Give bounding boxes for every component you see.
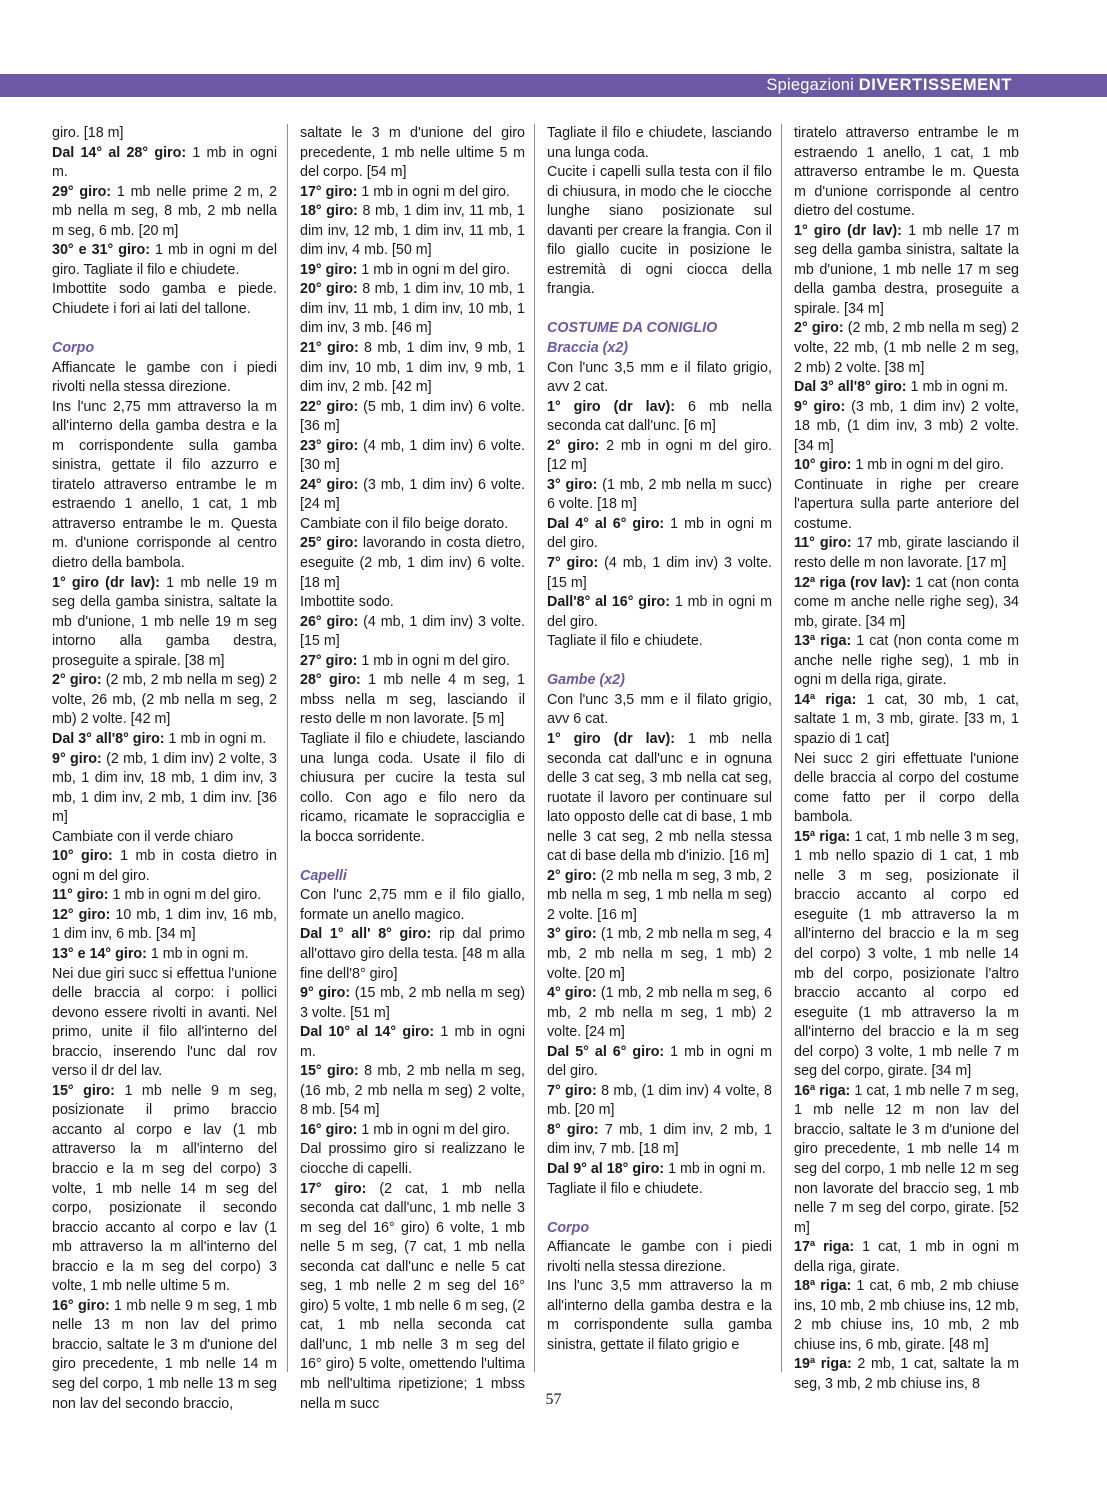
round-label: 10° giro:: [52, 848, 113, 865]
instruction-text: (2 mb, 2 mb nella m seg) 2 volte, 22 mb, (1 mb nelle 2 m seg, 2 mb) 2 volte. [38 m]: [794, 320, 1020, 376]
column-4: [794, 124, 1019, 1395]
instruction-text: Cucite i capelli sulla testa con il filo di chiusura, in modo che le ciocche lunghe siano posizionate sul davanti per creare la frangia. Con il filo giallo cucite in posizione le estremità di ogni ciocca della frangia.: [547, 164, 772, 298]
instruction-text: Tagliate il filo e chiudete, lasciando una lunga coda. Usate il filo di chiusura per cucire la testa sul collo. Con ago e filo nero da ricamo, ricamate le sopracciglia e la bocca sorridente.: [300, 730, 525, 845]
instruction-text: 1 mb in ogni m del giro.: [357, 261, 510, 278]
instruction-text: (3 mb, 1 dim inv) 2 volte, 18 mb, (1 dim inv, 3 mb) 2 volte. [34 m]: [794, 398, 1020, 454]
round-label: 22° giro:: [300, 398, 359, 415]
instruction-text: 1 mb in ogni m del giro.: [547, 1043, 772, 1080]
round-label: 16ª riga:: [794, 1082, 851, 1099]
instruction-paragraph: [794, 1355, 1019, 1394]
round-label: 10° giro:: [794, 457, 852, 474]
instruction-paragraph: [52, 1082, 277, 1297]
instruction-paragraph: [794, 319, 1019, 378]
round-label: 2° giro:: [547, 437, 600, 454]
instruction-paragraph: [547, 925, 772, 984]
instruction-text: 1 mb in ogni m.: [164, 730, 267, 747]
instruction-paragraph: [52, 965, 277, 1082]
instruction-text: 1 mb in ogni m del giro.: [357, 183, 510, 200]
instruction-text: (4 mb, 1 dim inv) 3 volte. [15 m]: [300, 613, 525, 650]
instruction-text: 1 mb nelle prime 2 m, 2 mb nella m seg, 8 mb, 2 mb nella m seg, 6 mb. [20 m]: [52, 183, 277, 239]
round-label: 1° giro (dr lav):: [547, 398, 676, 415]
round-label: Dal 3° all'8° giro:: [794, 379, 907, 396]
instruction-paragraph: [300, 515, 525, 535]
round-label: 17ª riga:: [794, 1239, 855, 1256]
instruction-paragraph: [300, 886, 525, 925]
instruction-text: (4 mb, 1 dim inv) 6 volte. [30 m]: [300, 437, 525, 474]
instruction-text: 1 mb nelle 4 m seg, 1 mbss nella m seg, lasciando il resto delle m non lavorate. [5 m]: [300, 672, 525, 728]
round-label: 17° giro:: [300, 183, 358, 200]
instruction-text: 1 mb in ogni m del giro.: [547, 515, 772, 552]
round-label: 18ª riga:: [794, 1278, 852, 1295]
instruction-paragraph: [300, 1180, 525, 1415]
instruction-text: 1 cat, 6 mb, 2 mb chiuse ins, 10 mb, 2 mb chiuse ins, 12 mb, 2 mb chiuse ins, 10 mb, 2 mb chiuse ins, 6 mb, girate. [48 m]: [794, 1278, 1019, 1353]
instruction-text: Affiancate le gambe con i piedi rivolti nella stessa direzione.: [52, 359, 277, 396]
round-label: 27° giro:: [300, 652, 358, 669]
instruction-text: 1 mb in ogni m.: [146, 945, 249, 962]
instruction-text: Con l'unc 3,5 mm e il filato grigio, avv 6 cat.: [547, 691, 772, 728]
round-label: 14ª riga:: [794, 691, 857, 708]
instruction-text: 1 mb in ogni m del giro.: [547, 594, 772, 630]
instruction-text: Tagliate il filo e chiudete, lasciando una lunga coda.: [547, 125, 772, 161]
instruction-paragraph: [52, 730, 277, 750]
instruction-paragraph: [794, 378, 1019, 398]
instruction-text: (2 mb nella m seg, 3 mb, 2 mb nella m seg, 1 mb nella m seg) 2 volte. [16 m]: [547, 867, 772, 923]
column-3: [547, 124, 772, 1355]
instruction-text: (2 mb, 2 mb nella m seg) 2 volte, 26 mb, (2 mb nella m seg, 2 mb) 2 volte. [42 m]: [52, 672, 278, 728]
instruction-paragraph: [794, 828, 1019, 1082]
header-band: [0, 74, 1107, 97]
instruction-text: (5 mb, 1 dim inv) 6 volte. [36 m]: [300, 398, 525, 435]
instruction-paragraph: [52, 906, 277, 945]
instruction-text: saltate le 3 m d'unione del giro precedente, 1 mb nelle ultime 5 m del corpo. [54 m]: [300, 125, 525, 181]
instruction-paragraph: [52, 886, 277, 906]
instruction-paragraph: [52, 750, 277, 828]
instruction-paragraph: [300, 1062, 525, 1121]
round-label: 20° giro:: [300, 281, 358, 298]
instruction-paragraph: [52, 671, 277, 730]
instruction-text: (4 mb, 1 dim inv) 3 volte. [15 m]: [547, 555, 773, 591]
instruction-text: 1 cat, 1 mb in ogni m della riga, girate.: [794, 1239, 1019, 1275]
round-label: Dal 9° al 18° giro:: [547, 1160, 665, 1177]
instruction-text: 1 mb in ogni m del giro.: [108, 887, 262, 904]
instruction-paragraph: [300, 730, 525, 847]
instruction-text: Ins l'unc 3,5 mm attraverso la m all'interno della gamba destra e la m corrispondente sulla gamba sinistra, gettate il filato grigio e: [547, 1278, 772, 1353]
instruction-text: Ins l'unc 2,75 mm attraverso la m all'interno della gamba destra e la m corrispondente sulla gamba sinistra, gettate il filo azzurro e tiratelo attraverso entrambe le m estraendo 1 anello, 1 cat, 1 mb attraverso entrambe le m. Questa m. d'unione corrisponde al centro dietro della bambola.: [52, 398, 277, 572]
instruction-text: 6 mb nella seconda cat dall'unc. [6 m]: [547, 398, 773, 435]
instruction-text: 1 mb nelle 9 m seg, posizionate il primo braccio accanto al corpo e lav (1 mb attraverso la m all'interno del braccio e la m seg del corpo) 3 volte, 1 mb nelle 14 m seg del corpo, posizionate il secondo braccio accanto al corpo e lav (1 mb attraverso la m all'interno del braccio e la m seg del corpo) 3 volte, 1 mb nelle ultime 5 m.: [52, 1082, 277, 1295]
instruction-text: 1 mb in ogni m.: [300, 1024, 525, 1060]
instruction-text: Con l'unc 2,75 mm e il filo giallo, formate un anello magico.: [300, 887, 525, 923]
instruction-paragraph: [794, 574, 1019, 633]
round-label: 2° giro:: [547, 867, 597, 884]
instruction-text: 8 mb, 2 mb nella m seg, (16 mb, 2 mb nella m seg) 2 volte, 8 mb. [54 m]: [300, 1063, 525, 1119]
instruction-paragraph: [547, 632, 772, 652]
section-heading: COSTUME DA CONIGLIO: [547, 320, 718, 337]
instruction-paragraph: [547, 163, 772, 300]
round-label: 29° giro:: [52, 183, 112, 200]
instruction-text: Con l'unc 3,5 mm e il filato grigio, avv 2 cat.: [547, 359, 772, 396]
instruction-paragraph: [547, 593, 772, 632]
round-label: 15° giro:: [300, 1063, 359, 1080]
round-label: 7° giro:: [547, 555, 599, 572]
instruction-text: Cambiate con il filo beige dorato.: [300, 515, 509, 532]
instruction-text: 17 mb, girate lasciando il resto delle m non lavorate. [17 m]: [794, 535, 1019, 572]
instruction-text: Tagliate il filo e chiudete.: [547, 633, 703, 650]
instruction-paragraph: [794, 398, 1019, 457]
instruction-text: 1 cat, 30 mb, 1 cat, saltate 1 m, 3 mb, girate. [33 m, 1 spazio di 1 cat]: [794, 691, 1020, 747]
instruction-paragraph: [300, 437, 525, 476]
page-number: 57: [545, 1391, 562, 1408]
instruction-paragraph: [794, 750, 1019, 828]
instruction-paragraph: [794, 1238, 1019, 1277]
instruction-paragraph: [300, 613, 525, 652]
instruction-paragraph: [794, 1277, 1019, 1355]
instruction-paragraph: [52, 847, 277, 886]
instruction-paragraph: [794, 456, 1019, 476]
instruction-text: Affiancate le gambe con i piedi rivolti nella stessa direzione.: [547, 1239, 772, 1275]
column-divider: [781, 124, 782, 1372]
round-label: 24° giro:: [300, 476, 359, 493]
instruction-text: 2 mb in ogni m del giro. [12 m]: [547, 437, 772, 474]
round-label: Dal 1° all' 8° giro:: [300, 926, 432, 943]
instruction-paragraph: [300, 280, 525, 339]
instruction-paragraph: [547, 554, 772, 593]
instruction-paragraph: [52, 945, 277, 965]
instruction-paragraph: [547, 1121, 772, 1160]
instruction-paragraph: [300, 1121, 525, 1141]
round-label: 8° giro:: [547, 1121, 599, 1138]
instruction-text: (1 mb, 2 mb nella m seg, 4 mb, 2 mb nella m seg, 1 mb) 2 volte. [20 m]: [547, 926, 772, 982]
instruction-text: Nei due giri succ si effettua l'unione delle braccia al corpo: i pollici devono essere rivolti in avanti. Nel primo, unite il filo all'interno del braccio, inserendo l'unc dal rov verso il dr del lav.: [52, 965, 277, 1080]
round-label: 12ª riga (rov lav):: [794, 574, 911, 591]
instruction-paragraph: [52, 574, 277, 672]
instruction-text: 1 mb in ogni m.: [52, 144, 277, 181]
round-label: 1° giro (dr lav):: [794, 222, 902, 239]
instruction-text: (1 mb, 2 mb nella m seg, 6 mb, 2 mb nella m seg, 1 mb) 2 volte. [24 m]: [547, 985, 772, 1041]
instruction-paragraph: [52, 183, 277, 242]
round-label: 11° giro:: [52, 887, 109, 904]
round-label: 9° giro:: [300, 985, 351, 1002]
instruction-text: (2 mb, 1 dim inv) 2 volte, 3 mb, 1 dim inv, 18 mb, 1 dim inv, 3 mb, 1 dim inv, 2 mb, 1 dim inv. [36 m]: [52, 750, 278, 826]
instruction-paragraph: [52, 241, 277, 280]
instruction-text: 1 mb in ogni m del giro. Tagliate il filo e chiudete.: [52, 242, 277, 278]
instruction-paragraph: [300, 534, 525, 593]
round-label: Dal 3° all'8° giro:: [52, 730, 165, 747]
instruction-paragraph: [547, 515, 772, 554]
instruction-text: 1 mb in costa dietro in ogni m del giro.: [52, 848, 277, 884]
instruction-text: (3 mb, 1 dim inv) 6 volte. [24 m]: [300, 476, 525, 513]
instruction-text: 1 mb nelle 19 m seg della gamba sinistra, saltate la mb d'unione, 1 mb nelle 19 m seg intorno alla gamba destra, proseguite a spirale. [38 m]: [52, 574, 277, 669]
instruction-paragraph: [52, 398, 277, 574]
instruction-paragraph: [300, 398, 525, 437]
instruction-text: 7 mb, 1 dim inv, 2 mb, 1 dim inv, 7 mb. [18 m]: [547, 1121, 772, 1158]
instruction-paragraph: [547, 1160, 772, 1180]
instruction-paragraph: [547, 398, 772, 437]
instruction-paragraph: [547, 359, 772, 398]
instruction-paragraph: [794, 632, 1019, 691]
instruction-paragraph: [300, 261, 525, 281]
instruction-paragraph: [794, 1082, 1019, 1238]
section-subheading: Braccia (x2): [547, 340, 629, 357]
instruction-paragraph: [547, 730, 772, 867]
instruction-text: 2 mb, 1 cat, saltate la m seg, 3 mb, 2 mb chiuse ins, 8: [794, 1356, 1019, 1392]
instruction-text: (2 cat, 1 mb nella seconda cat dall'unc, 1 mb nelle 3 m seg del 16° giro) 6 volte, 1 mb nelle 5 m seg, (7 cat, 1 mb nella seconda cat dall'unc e nelle 5 cat seg, 1 mb nelle 2 m seg del 16° giro) 5 volte, 1 mb nelle 6 m seg, (2 cat, 1 mb nella seconda cat dall'unc, 1 mb nelle 3 m seg del 16° giro) 5 volte, omettendo l'ultima mb nell'ultima ripetizione; 1 mbss nella m succ: [300, 1180, 525, 1412]
instruction-text: 1 cat (non conta come m anche nelle righe seg), 1 mb in ogni m della riga, girate.: [794, 633, 1019, 689]
round-label: 7° giro:: [547, 1082, 597, 1099]
round-label: 16° giro:: [52, 1297, 110, 1314]
header-title: [766, 75, 1012, 96]
column-1: [52, 124, 277, 1414]
round-label: 3° giro:: [547, 926, 597, 943]
instruction-paragraph: [794, 124, 1019, 222]
instruction-paragraph: [300, 183, 525, 203]
instruction-paragraph: [547, 1277, 772, 1355]
instruction-paragraph: [794, 476, 1019, 535]
instruction-text: Cambiate con il verde chiaro: [52, 828, 234, 845]
round-label: 11° giro:: [794, 535, 852, 552]
round-label: Dal 14° al 28° giro:: [52, 144, 187, 161]
round-label: 18° giro:: [300, 203, 358, 220]
round-label: 13° e 14° giro:: [52, 945, 147, 962]
round-label: 15ª riga:: [794, 828, 851, 845]
section-heading: Corpo: [547, 1219, 590, 1236]
instruction-text: Continuate in righe per creare l'apertura sulla parte anteriore del costume.: [794, 476, 1019, 532]
instruction-text: 1 mb in ogni m del giro.: [357, 652, 510, 669]
round-label: 2° giro:: [794, 320, 844, 337]
round-label: Dall'8° al 16° giro:: [547, 594, 671, 611]
instruction-paragraph: [300, 476, 525, 515]
instruction-paragraph: [547, 437, 772, 476]
instruction-text: rip dal primo all'ottavo giro della testa. [48 m alla fine dell'8° giro]: [300, 926, 525, 982]
instruction-text: (1 mb, 2 mb nella m succ) 6 volte. [18 m]: [547, 476, 773, 513]
round-label: 4° giro:: [547, 985, 597, 1002]
round-label: 30° e 31° giro:: [52, 242, 150, 259]
instruction-paragraph: [547, 1238, 772, 1277]
instruction-text: Dal prossimo giro si realizzano le ciocche di capelli.: [300, 1141, 525, 1177]
instruction-text: 1 mb in ogni m.: [664, 1160, 766, 1177]
round-label: 21° giro:: [300, 340, 359, 357]
round-label: Dal 5° al 6° giro:: [547, 1043, 665, 1060]
instruction-text: 1 cat (non conta come m anche nelle righe seg), 34 mb, girate. [34 m]: [794, 574, 1019, 630]
instruction-paragraph: [300, 984, 525, 1023]
section-heading: Gambe (x2): [547, 672, 625, 689]
instruction-paragraph: [300, 671, 525, 730]
round-label: 9° giro:: [794, 398, 846, 415]
round-label: 2° giro:: [52, 672, 102, 689]
instruction-text: giro. [18 m]: [52, 125, 124, 141]
round-label: 28° giro:: [300, 672, 361, 689]
round-label: 9° giro:: [52, 750, 102, 767]
round-label: 23° giro:: [300, 437, 359, 454]
round-label: 1° giro (dr lav):: [52, 574, 160, 591]
instruction-text: lavorando in costa dietro, eseguite (2 mb, 1 dim inv) 6 volte. [18 m]: [300, 535, 525, 591]
instruction-paragraph: [547, 124, 772, 163]
instruction-text: 8 mb, 1 dim inv, 11 mb, 1 dim inv, 12 mb, 1 dim inv, 11 mb, 1 dim inv, 4 mb. [50 m]: [300, 203, 525, 259]
instruction-paragraph: [300, 593, 525, 613]
instruction-paragraph: [547, 1082, 772, 1121]
instruction-text: 1 mb in ogni m.: [906, 379, 1009, 396]
instruction-text: Imbottite sodo.: [300, 594, 394, 611]
column-2: [300, 124, 525, 1414]
instruction-text: Tagliate il filo e chiudete.: [547, 1180, 703, 1197]
instruction-paragraph: [794, 534, 1019, 573]
round-label: 25° giro:: [300, 535, 359, 552]
instruction-text: 1 mb in ogni m del giro.: [357, 1121, 510, 1138]
instruction-paragraph: [547, 476, 772, 515]
round-label: Dal 4° al 6° giro:: [547, 515, 665, 532]
instruction-paragraph: [794, 691, 1019, 750]
instruction-text: tiratelo attraverso entrambe le m estraendo 1 anello, 1 cat, 1 mb attraverso entrambe le m. Questa m d'unione corrisponde al centro dietro del costume.: [794, 125, 1019, 220]
instruction-paragraph: [300, 925, 525, 984]
instruction-paragraph: [547, 691, 772, 730]
round-label: 19ª riga:: [794, 1356, 852, 1373]
round-label: Dal 10° al 14° giro:: [300, 1024, 435, 1041]
instruction-paragraph: [547, 867, 772, 926]
instruction-paragraph: [52, 144, 277, 183]
header-section: Spiegazioni: [766, 76, 854, 94]
instruction-text: (15 mb, 2 mb nella m seg) 3 volte. [51 m]: [300, 985, 526, 1021]
section-heading: Capelli: [300, 867, 347, 884]
instruction-text: 1 mb nelle 9 m seg, 1 mb nelle 13 m non lav del primo braccio, saltate le 3 m d'unione del giro precedente, 1 mb nelle 14 m seg del corpo, 1 mb nelle 13 m seg non lav del secondo braccio,: [52, 1297, 278, 1412]
instruction-text: 1 cat, 1 mb nelle 7 m seg, 1 mb nelle 12 m non lav del braccio, saltate le 3 m d'unione del giro precedente, 1 mb nelle 14 m seg del corpo, 1 mb nelle 12 m seg non lavorate del braccio seg, 1 mb nelle 7 m seg del corpo, girate. [52 m]: [794, 1082, 1019, 1236]
instruction-paragraph: [794, 222, 1019, 320]
round-label: 26° giro:: [300, 613, 359, 630]
instruction-text: 10 mb, 1 dim inv, 16 mb, 1 dim inv, 6 mb. [34 m]: [52, 906, 278, 943]
instruction-text: 8 mb, 1 dim inv, 10 mb, 1 dim inv, 11 mb, 1 dim inv, 10 mb, 1 dim inv, 3 mb. [46 m]: [300, 281, 525, 337]
round-label: 19° giro:: [300, 261, 358, 278]
instruction-text: 8 mb, (1 dim inv) 4 volte, 8 mb. [20 m]: [547, 1082, 773, 1119]
round-label: 16° giro:: [300, 1121, 358, 1138]
round-label: 12° giro:: [52, 906, 111, 923]
instruction-text: Imbottite sodo gamba e piede. Chiudete i fori ai lati del tallone.: [52, 281, 277, 317]
instruction-paragraph: [547, 1180, 772, 1200]
instruction-paragraph: [300, 1140, 525, 1179]
section-heading: Corpo: [52, 340, 95, 357]
instruction-paragraph: [300, 1023, 525, 1062]
column-divider: [287, 124, 288, 1372]
instruction-text: 1 cat, 1 mb nelle 3 m seg, 1 mb nello spazio di 1 cat, 1 mb nelle 3 m seg, posizionate il braccio accanto al corpo ed eseguite (1 mb attraverso la m all'interno del braccio e la m seg del corpo) 3 volte, 1 mb nelle 14 mb del corpo, posizionate l'altro braccio accanto al corpo ed eseguite (1 mb attraverso la m all'interno del braccio e la m seg del corpo) 3 volte, 1 mb nelle 7 m seg del corpo, girate. [34 m]: [794, 828, 1019, 1080]
instruction-text: 8 mb, 1 dim inv, 9 mb, 1 dim inv, 10 mb, 1 dim inv, 9 mb, 1 dim inv, 2 mb. [42 m]: [300, 340, 525, 396]
header-title-bold: DIVERTISSEMENT: [858, 76, 1012, 94]
round-label: 3° giro:: [547, 476, 598, 493]
instruction-paragraph: [547, 1043, 772, 1082]
instruction-paragraph: [300, 124, 525, 183]
round-label: 13ª riga:: [794, 633, 852, 650]
instruction-text: 1 mb in ogni m del giro.: [851, 457, 1004, 474]
round-label: 1° giro (dr lav):: [547, 730, 676, 747]
instruction-text: 1 mb nella seconda cat dall'unc e in ognuna delle 3 cat seg, 3 mb nella cat seg, ruotate il lavoro per continuare sul lato opposto delle cat di base, 1 mb nelle 3 cat seg, 2 mb nella stessa cat di base della mb d'inizio. [16 m]: [547, 730, 773, 865]
instruction-paragraph: [547, 984, 772, 1043]
instruction-paragraph: [300, 202, 525, 261]
round-label: 17° giro:: [300, 1180, 367, 1197]
column-divider: [534, 124, 535, 1372]
instruction-text: 1 mb nelle 17 m seg della gamba sinistra, saltate la mb d'unione, 1 mb nelle 17 m seg della gamba destra, proseguite a spirale. [34 m]: [794, 222, 1019, 317]
instruction-paragraph: [52, 124, 277, 144]
round-label: 15° giro:: [52, 1082, 115, 1099]
instruction-paragraph: [300, 339, 525, 398]
instruction-text: Nei succ 2 giri effettuate l'unione delle braccia al corpo del costume come fatto per il corpo della bambola.: [794, 750, 1019, 826]
instruction-paragraph: [52, 359, 277, 398]
instruction-paragraph: [300, 652, 525, 672]
instruction-paragraph: [52, 828, 277, 848]
instruction-paragraph: [52, 280, 277, 319]
